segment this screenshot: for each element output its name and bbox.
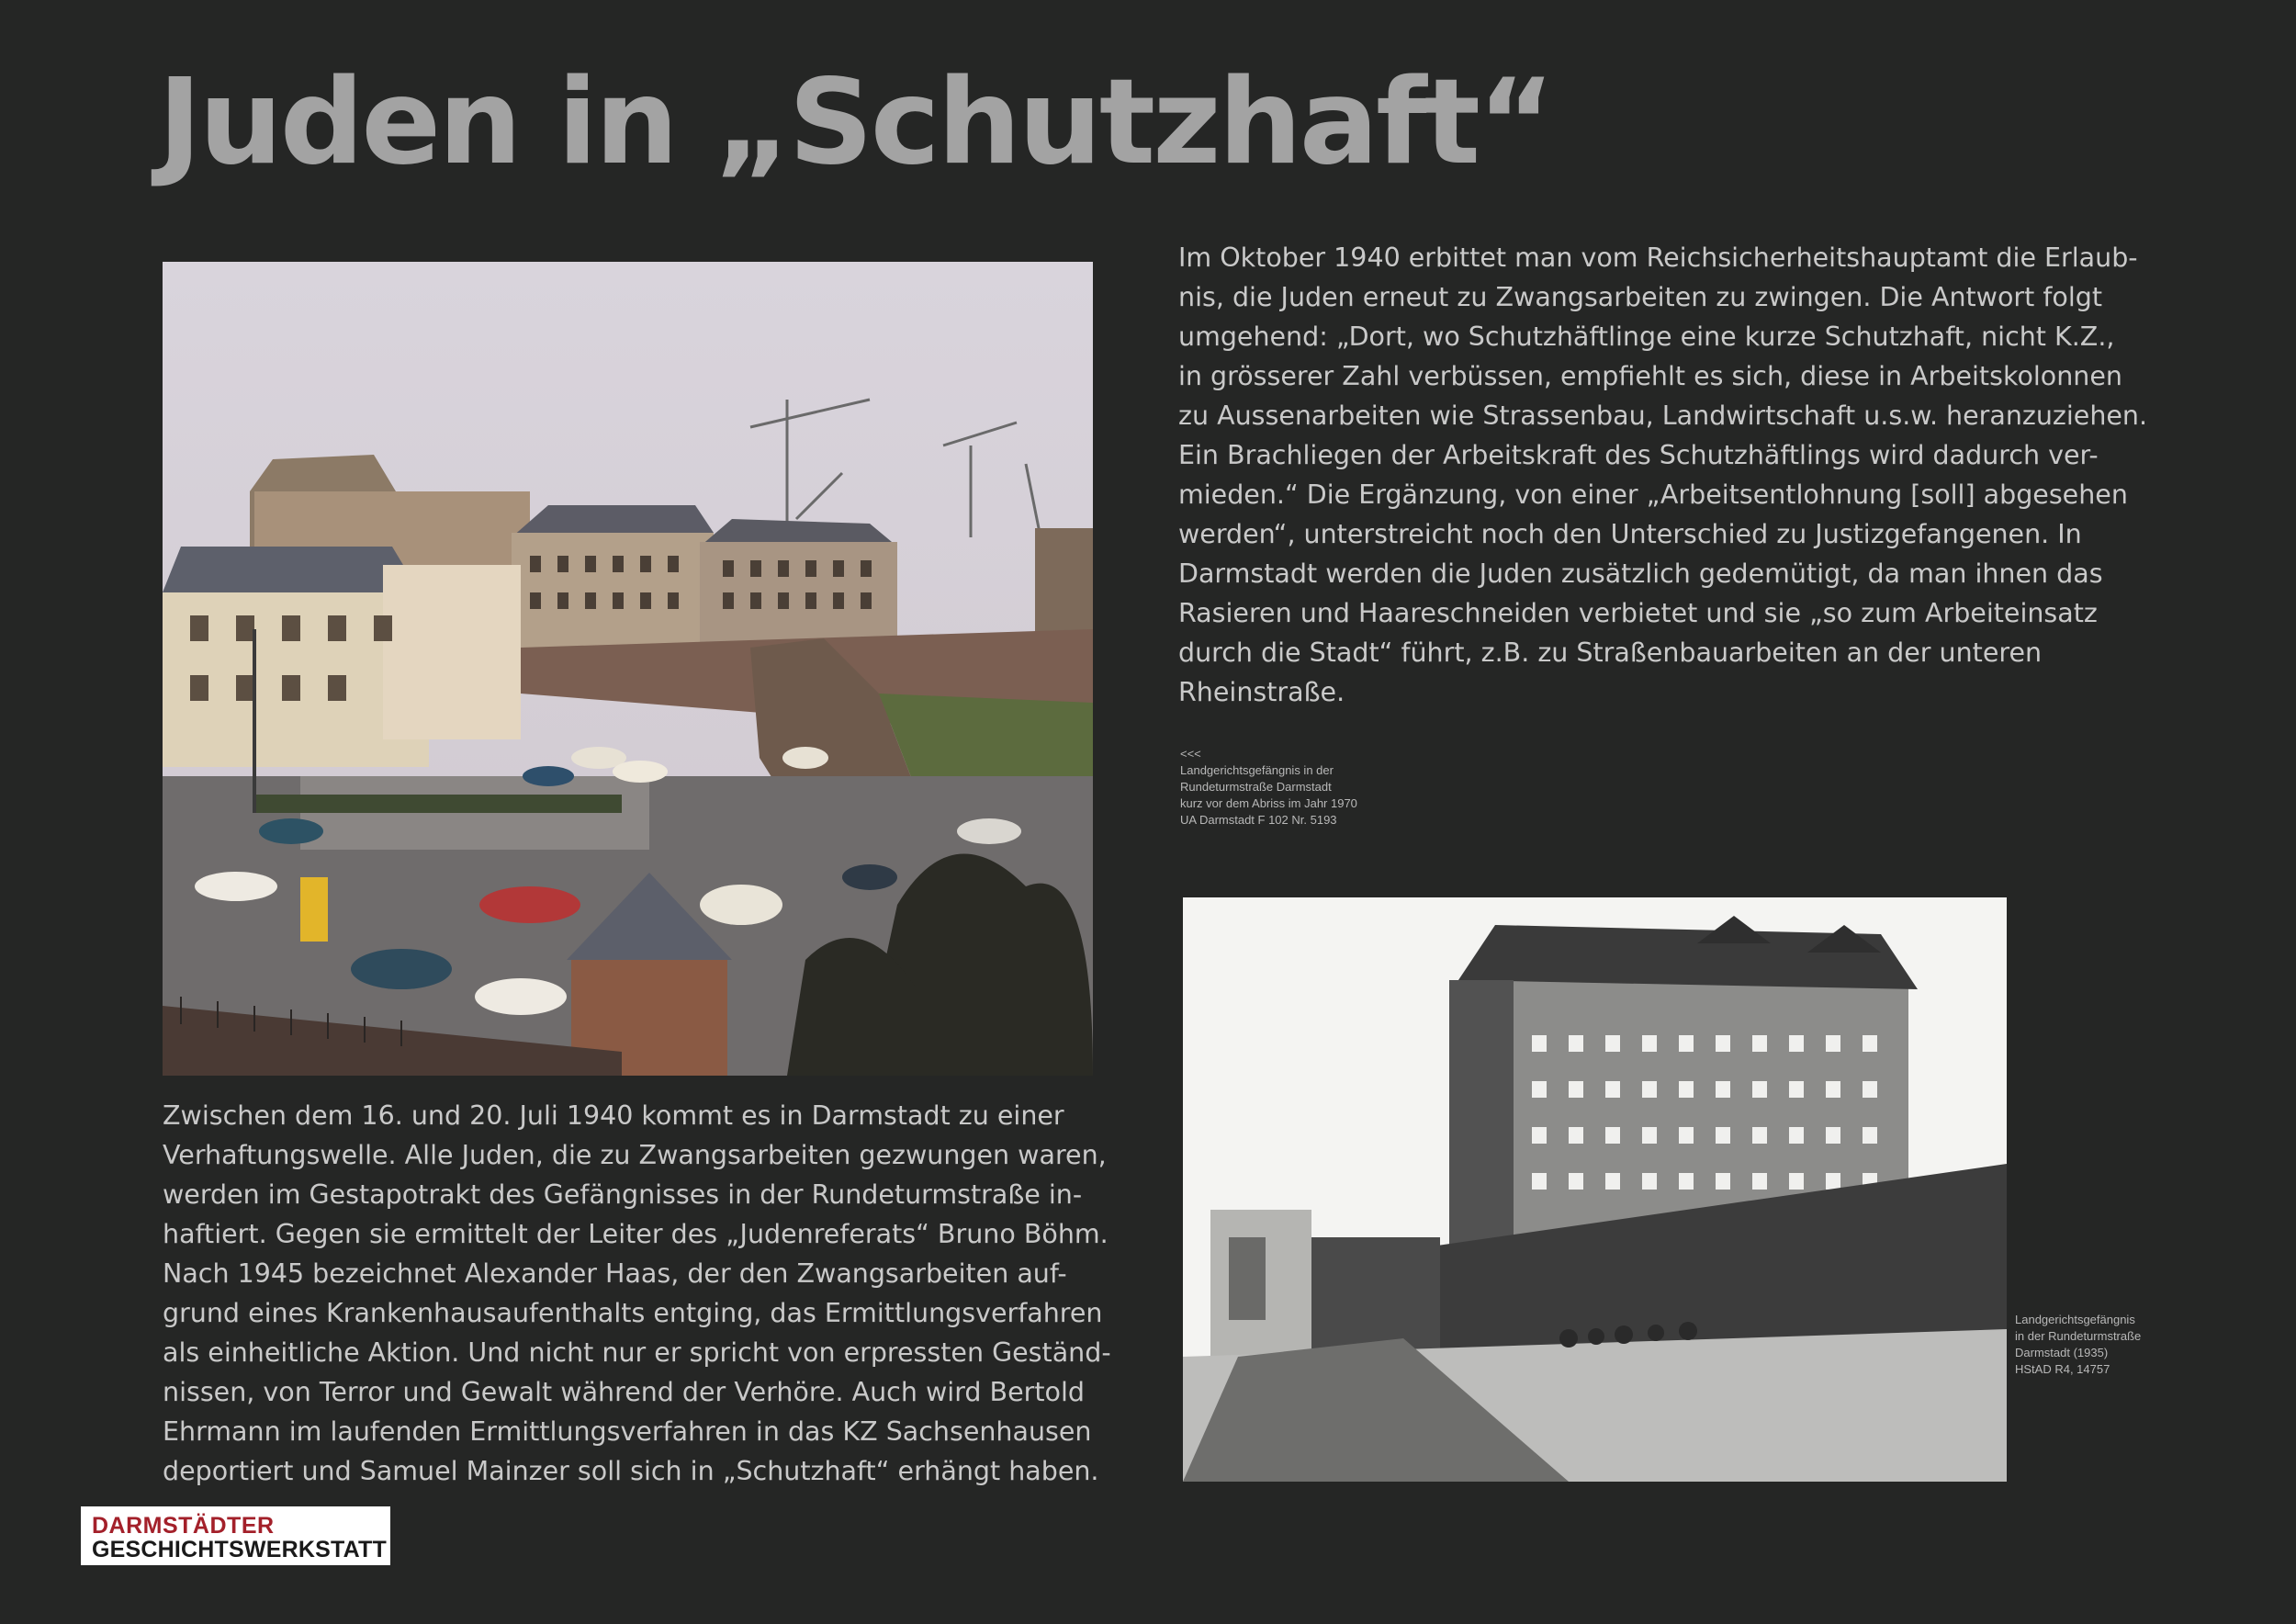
text-line: zu Aussenarbeiten wie Strassenbau, Landwirtschaft u.s.w. heranzuziehen. bbox=[1178, 400, 2148, 431]
caption-arrow: <<< bbox=[1180, 747, 1201, 761]
logo-line-1: DARMSTÄDTER bbox=[92, 1513, 275, 1539]
caption-line: in der Rundeturmstraße bbox=[2015, 1329, 2142, 1343]
text-line: Rasieren und Haareschneiden verbietet und sie „so zum Arbeiteinsatz bbox=[1178, 598, 2098, 628]
intro-text-block bbox=[1178, 238, 2161, 712]
text-line: haftiert. Gegen sie ermittelt der Leiter des „Judenreferats“ Bruno Böhm. bbox=[163, 1219, 1109, 1249]
text-line: in grösserer Zahl verbüssen, empfiehlt es sich, diese in Arbeitskolonnen bbox=[1178, 361, 2122, 391]
text-line: Rheinstraße. bbox=[1178, 677, 1345, 707]
text-line: umgehend: „Dort, wo Schutzhäftlinge eine kurze Schutzhaft, nicht K.Z., bbox=[1178, 321, 2115, 352]
text-line: Zwischen dem 16. und 20. Juli 1940 kommt es in Darmstadt zu einer bbox=[163, 1100, 1064, 1131]
caption-line: Landgerichtsgefängnis in der bbox=[1180, 763, 1334, 777]
prison-photo-1935 bbox=[1183, 897, 2007, 1482]
text-line: werden“, unterstreicht noch den Unterschied zu Justizgefangenen. In bbox=[1178, 519, 2082, 549]
text-line: grund eines Krankenhausaufenthalts entging, das Ermittlungsverfahren bbox=[163, 1298, 1103, 1328]
darmstaedter-geschichtswerkstatt-logo bbox=[81, 1506, 390, 1565]
page-title: Juden in „Schutzhaft“ bbox=[158, 54, 1553, 191]
caption-line: Landgerichtsgefängnis bbox=[2015, 1313, 2135, 1326]
arrests-text-block bbox=[163, 1096, 1111, 1491]
logo-line-2: GESCHICHTSWERKSTATT bbox=[92, 1537, 387, 1562]
text-line: deportiert und Samuel Mainzer soll sich in „Schutzhaft“ erhängt haben. bbox=[163, 1456, 1099, 1486]
text-line: Im Oktober 1940 erbittet man vom Reichsicherheitshauptamt die Erlaub- bbox=[1178, 242, 2138, 273]
text-line: Ehrmann im laufenden Ermittlungsverfahren in das KZ Sachsenhausen bbox=[163, 1416, 1092, 1447]
text-line: Nach 1945 bezeichnet Alexander Haas, der den Zwangsarbeiten auf- bbox=[163, 1258, 1067, 1289]
text-line: werden im Gestapotrakt des Gefängnisses in der Rundeturmstraße in- bbox=[163, 1179, 1083, 1210]
text-line: Ein Brachliegen der Arbeitskraft des Schutzhäftlings wird dadurch ver- bbox=[1178, 440, 2099, 470]
caption-line: HStAD R4, 14757 bbox=[2015, 1362, 2110, 1376]
caption-line: Darmstadt (1935) bbox=[2015, 1346, 2109, 1359]
caption-line: UA Darmstadt F 102 Nr. 5193 bbox=[1180, 813, 1337, 827]
text-line: als einheitliche Aktion. Und nicht nur er spricht von erpressten Geständ- bbox=[163, 1337, 1111, 1368]
caption-line: kurz vor dem Abriss im Jahr 1970 bbox=[1180, 796, 1357, 810]
text-line: Darmstadt werden die Juden zusätzlich gedemütigt, da man ihnen das bbox=[1178, 558, 2103, 589]
caption-line: Rundeturmstraße Darmstadt bbox=[1180, 780, 1332, 794]
text-line: mieden.“ Die Ergänzung, von einer „Arbeitsentlohnung [soll] abgesehen bbox=[1178, 479, 2128, 510]
prison-photo-1970 bbox=[163, 262, 1093, 1076]
text-line: Verhaftungswelle. Alle Juden, die zu Zwangsarbeiten gezwungen waren, bbox=[163, 1140, 1107, 1170]
text-line: nissen, von Terror und Gewalt während der Verhöre. Auch wird Bertold bbox=[163, 1377, 1085, 1407]
photo-caption-1970 bbox=[1180, 746, 1357, 829]
photo-caption-1935 bbox=[2015, 1312, 2141, 1378]
text-line: nis, die Juden erneut zu Zwangsarbeiten zu zwingen. Die Antwort folgt bbox=[1178, 282, 2103, 312]
text-line: durch die Stadt“ führt, z.B. zu Straßenbauarbeiten an der unteren bbox=[1178, 637, 2043, 668]
